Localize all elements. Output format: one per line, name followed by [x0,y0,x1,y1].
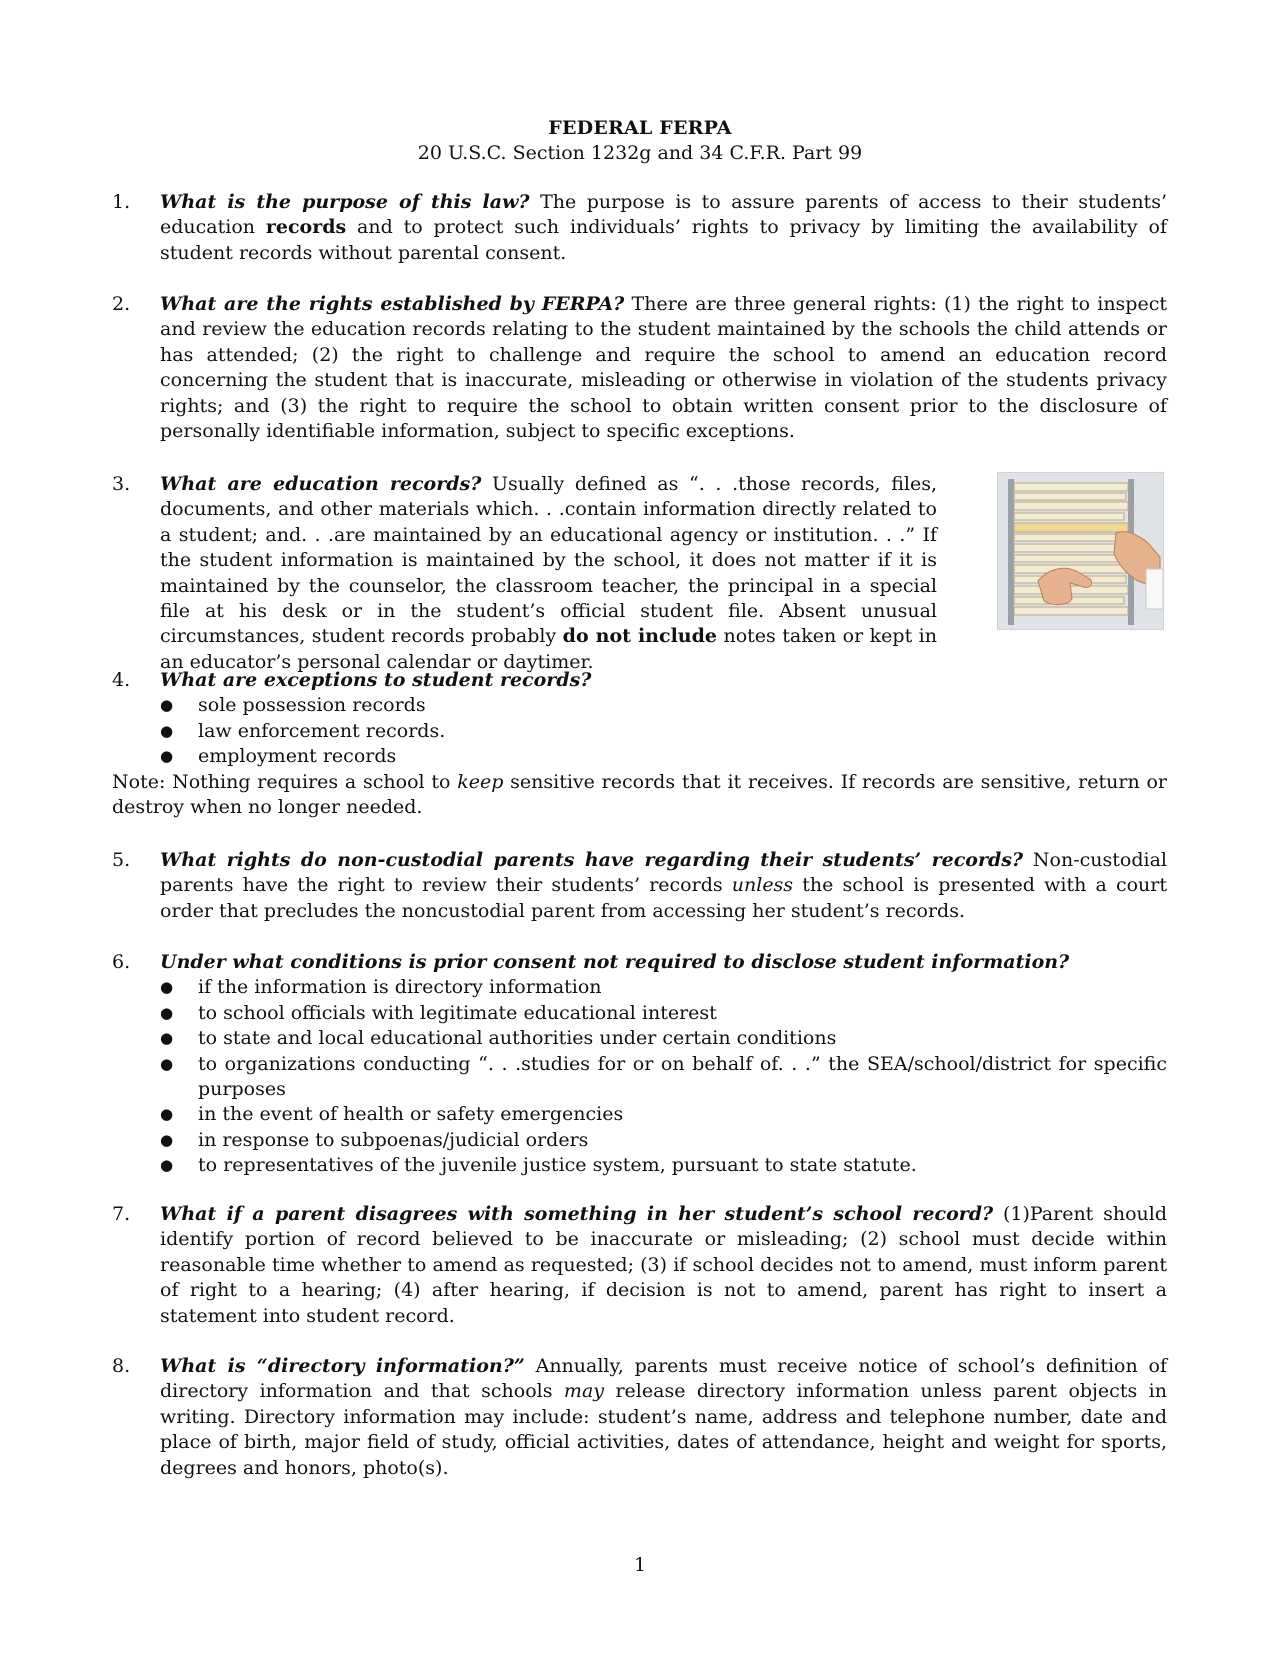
item-question: What is the purpose of this law? [160,191,530,213]
item-number: 6. [112,951,131,973]
faq-item-6 [112,950,1167,1179]
item-number: 3. [112,473,131,495]
faq-item-7 [112,1202,1167,1329]
item-number: 1. [112,191,131,213]
item-text: Non-custodial parents have the right to review their students’ records [160,849,1167,897]
item-number: 4. [112,669,131,691]
item-text: The purpose is to assure parents of access to their students’ education [160,191,1167,239]
item-text: and to protect such individuals’ rights to privacy by limiting the availability of student records without parental consent. [160,216,1167,264]
item-body [160,848,1167,924]
item-question: What are exceptions to student records? [160,669,592,691]
document-citation: 20 U.S.C. Section 1232g and 34 C.F.R. Part 99 [417,142,863,164]
list-item: ● to representatives of the juvenile justice system, pursuant to state statute. [160,1153,1167,1178]
item-emphasis: unless [731,874,794,897]
item-text: Annually, parents must receive notice of school’s definition of directory information and that schools [160,1355,1167,1403]
exceptions-list [160,693,1167,769]
item-number: 8. [112,1355,131,1377]
item-text: (1)Parent should identify portion of record believed to be inaccurate or misleading; (2) school must decide within reasonable time whether to amend as requested; (3) if school decides not to amend, must inform parent of right to a hearing; (4) after hearing, if decision is not to amend, parent has right to insert a statement into student record. [160,1203,1167,1327]
file-records-image [997,472,1164,630]
item-question: What rights do non-custodial parents have regarding their students’ records? [160,849,1024,871]
item-body [160,190,1167,266]
item-body [160,668,1167,770]
item-body [160,292,1167,444]
faq-item-5 [112,848,1167,924]
faq-item-8 [112,1354,1167,1481]
item-bold-text: records [265,216,347,239]
list-item: ● sole possession records [160,693,1167,718]
list-item: ● if the information is directory information [160,975,1167,1000]
faq-item-2 [112,292,1167,444]
faq-item-1 [112,190,1167,266]
item-question: What if a parent disagrees with something in her student’s school record? [160,1203,994,1225]
item-number: 5. [112,849,131,871]
item-number: 7. [112,1203,131,1225]
document-title: FEDERAL FERPA [548,117,732,139]
list-item: ● in the event of health or safety emergencies [160,1102,1167,1127]
item-text: the school is presented with a court order that precludes the noncustodial parent from accessing her student’s records. [160,874,1167,922]
item-text: release directory information unless parent objects in writing. Directory information may include: student’s name, address and telephone number, date and place of birth, major field of study, official activities, dates of attendance, height and weight for sports, degrees and honors, photo(s). [160,1380,1167,1479]
item-body [160,472,937,675]
item-question: Under what conditions is prior consent not required to disclose student information? [160,951,1070,973]
list-item: ● in response to subpoenas/judicial orders [160,1128,1167,1153]
item-note [112,770,1167,821]
item-number: 2. [112,293,131,315]
list-item: ● employment records [160,744,1167,769]
item-text: Usually defined as “. . .those records, files, documents, and other materials which. . .contain information directly related to a student; and. . .are maintained by an educational agency or institution. . .” If the student information is maintained by the school, it does not matter if it is maintained by the counselor, the classroom teacher, the principal in a special file at his desk or in the student’s official student file. Absent unusual circumstances, student records probably [160,473,937,648]
note-text: Note: Nothing requires a school to [112,770,458,793]
item-text: There are three general rights: (1) the right to inspect and review the education records relating to the student maintained by the schools the child attends or has attended; (2) the right to challenge and require the school to amend an education record concerning the student that is inaccurate, misleading or otherwise in violation of the students privacy rights; and (3) the right to require the school to obtain written consent prior to the disclosure of personally identifiable information, subject to specific exceptions. [160,293,1167,443]
note-emphasis: keep [457,770,504,793]
item-body [160,1354,1167,1481]
list-item: ● to organizations conducting “. . .studies for or on behalf of. . .” the SEA/school/district for specific purposes [160,1052,1167,1103]
item-body [160,950,1167,1179]
item-question: What is “directory information?” [160,1355,525,1377]
faq-item-4 [112,668,1167,820]
file-records-illustration [998,473,1163,629]
item-body [160,1202,1167,1329]
page-number: 1 [633,1554,647,1576]
note-text: sensitive records that it receives. If records are sensitive, return or destroy when no longer needed. [112,770,1167,819]
item-emphasis: may [563,1380,604,1403]
item-question: What are the rights established by FERPA? [160,293,625,315]
list-item: ● to state and local educational authorities under certain conditions [160,1026,1167,1051]
item-bold-text: do not include [562,625,717,648]
item-question: What are education records? [160,473,482,495]
consent-exceptions-list [160,975,1167,1178]
item-text: notes taken or kept in an educator’s personal calendar or daytimer. [160,625,937,673]
faq-item-3 [112,472,937,675]
list-item: ● to school officials with legitimate educational interest [160,1001,1167,1026]
list-item: ● law enforcement records. [160,719,1167,744]
